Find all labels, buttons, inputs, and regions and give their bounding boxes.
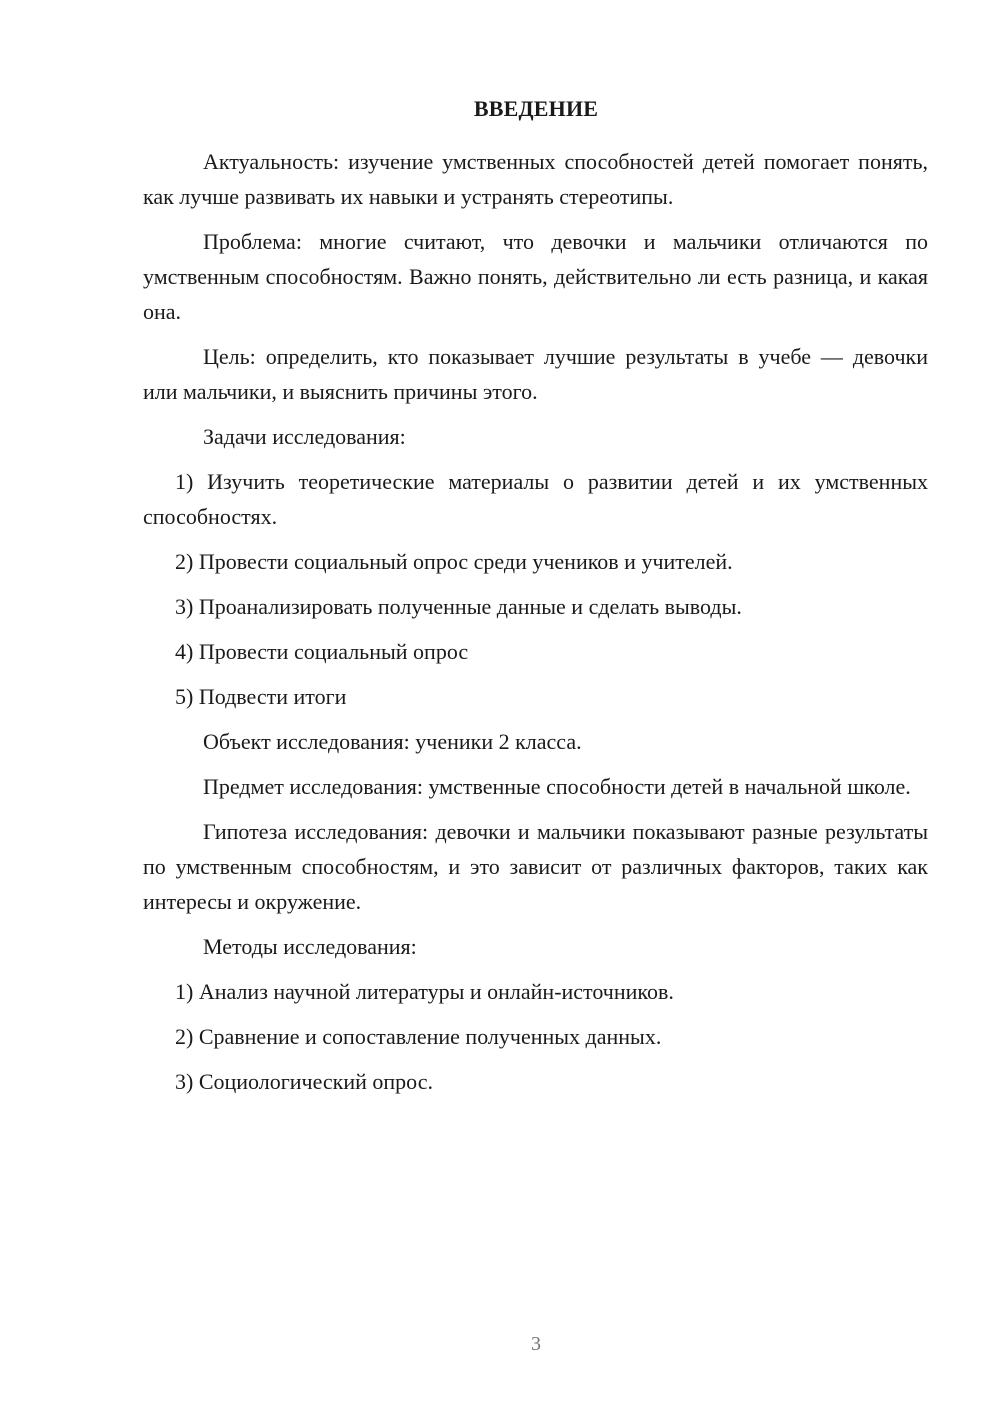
list-item-task-4: 4) Провести социальный опрос xyxy=(175,639,469,664)
page-number: 3 xyxy=(531,1333,541,1355)
paragraph-object: Объект исследования: ученики 2 класса. xyxy=(203,729,582,754)
paragraph-relevance: Актуальность: изучение умственных способностей детей помогает понять, как лучше развивать их навыки и устранять стереотипы. xyxy=(143,149,928,209)
section-heading: ВВЕДЕНИЕ xyxy=(473,96,599,121)
list-item-task-3: 3) Проанализировать полученные данные и сделать выводы. xyxy=(175,594,742,619)
list-item-method-2: 2) Сравнение и сопоставление полученных данных. xyxy=(175,1024,662,1049)
paragraph-tasks-heading: Задачи исследования: xyxy=(203,424,406,449)
paragraph-methods-heading: Методы исследования: xyxy=(203,934,417,959)
list-item-method-1: 1) Анализ научной литературы и онлайн-источников. xyxy=(175,979,674,1004)
paragraph-problem: Проблема: многие считают, что девочки и мальчики отличаются по умственным способностям. Важно понять, действительно ли есть разница, и какая она. xyxy=(143,229,928,324)
paragraph-hypothesis: Гипотеза исследования: девочки и мальчики показывают разные результаты по умственным способностям, и это зависит от различных факторов, таких как интересы и окружение. xyxy=(143,819,928,914)
paragraph-subject: Предмет исследования: умственные способности детей в начальной школе. xyxy=(203,774,911,799)
list-item-task-5: 5) Подвести итоги xyxy=(175,684,347,709)
list-item-task-2: 2) Провести социальный опрос среди учеников и учителей. xyxy=(175,549,733,574)
document-body xyxy=(143,144,928,1109)
paragraph-goal: Цель: определить, кто показывает лучшие результаты в учебе — девочки или мальчики, и выяснить причины этого. xyxy=(143,344,928,404)
list-item-task-1: 1) Изучить теоретические материалы о развитии детей и их умственных способностях. xyxy=(143,469,928,529)
list-item-method-3: 3) Социологический опрос. xyxy=(175,1069,433,1094)
